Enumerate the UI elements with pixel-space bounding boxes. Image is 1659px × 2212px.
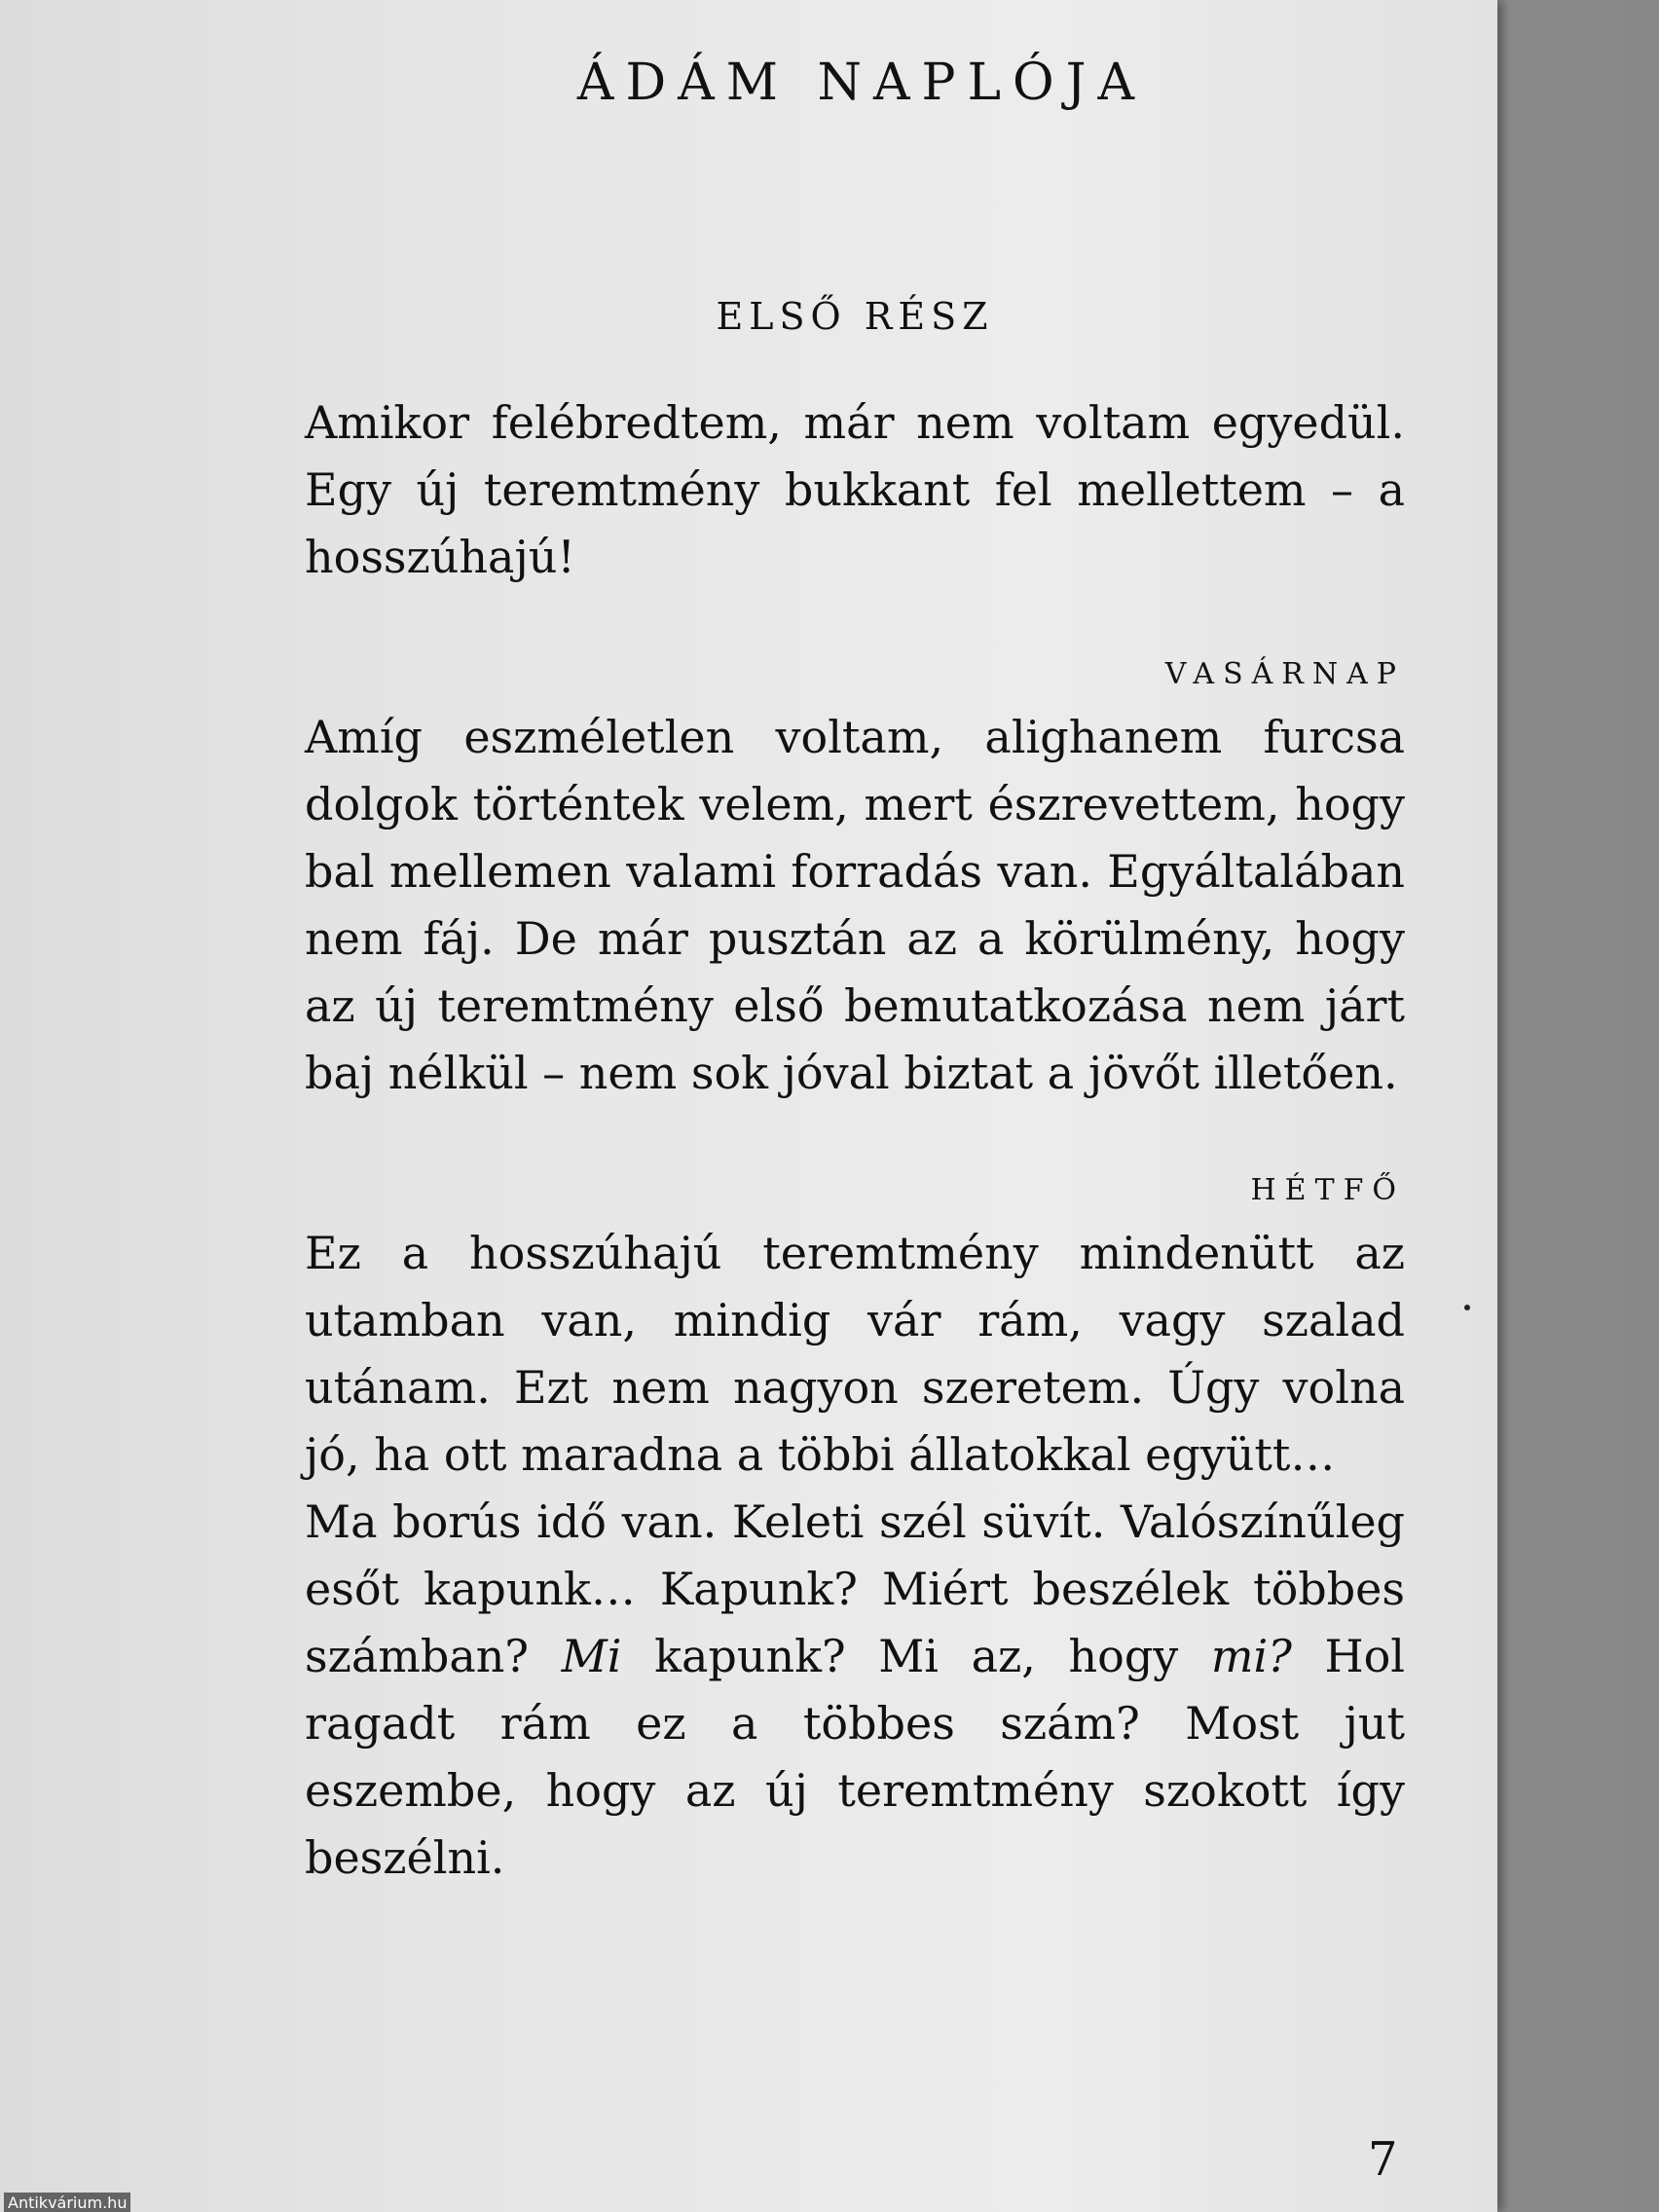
monday-text-part-b: kapunk? Mi az, hogy [621,1630,1211,1682]
ink-speck [1464,1305,1470,1310]
monday-emphasis-mi: Mi [561,1630,622,1682]
sunday-paragraph: Amíg eszméletlen voltam, alighanem furcsa dolgok történtek velem, mert észrevettem, hogy bal mellemen valami forradás van. Egyáltalában nem fáj. De már pusztán az a körülmény, hogy az új teremtmény első bemutatkozása nem járt baj nélkül – nem sok jóval biztat a jövőt illetően. [305,711,1405,1099]
intro-paragraph: Amikor felébredtem, már nem voltam egyedül. Egy új teremtmény bukkant fel mellettem – a hosszúhajú! [305,396,1405,583]
monday-text-part-c: Hol ragadt rám ez a többes szám? Most jut eszembe, hogy az új teremtmény szokott így beszélni. [305,1630,1405,1884]
monday-text-part-a: Ma borús idő van. Keleti szél süvít. Valószínűleg esőt kapunk… Kapunk? Miért beszélek többes számban? [305,1495,1405,1682]
page-content [305,39,1405,1892]
part-title: ELSŐ RÉSZ [716,295,994,338]
monday-paragraph-2 [305,1489,1405,1892]
book-title: ÁDÁM NAPLÓJA [576,54,1147,112]
day-heading-sunday: VASÁRNAP [1164,657,1405,691]
page-number: 7 [1368,2132,1398,2187]
day-heading-monday: HÉTFŐ [1250,1173,1405,1207]
monday-paragraph-1: Ez a hosszúhajú teremtmény mindenütt az utamban van, mindig vár rám, vagy szalad utánam. Ezt nem nagyon szeretem. Úgy volna jó, ha ott maradna a többi állatokkal együtt… [305,1227,1405,1481]
watermark-label: Antikvárium.hu [4,2193,130,2212]
monday-emphasis-mi-question: mi? [1210,1630,1292,1682]
